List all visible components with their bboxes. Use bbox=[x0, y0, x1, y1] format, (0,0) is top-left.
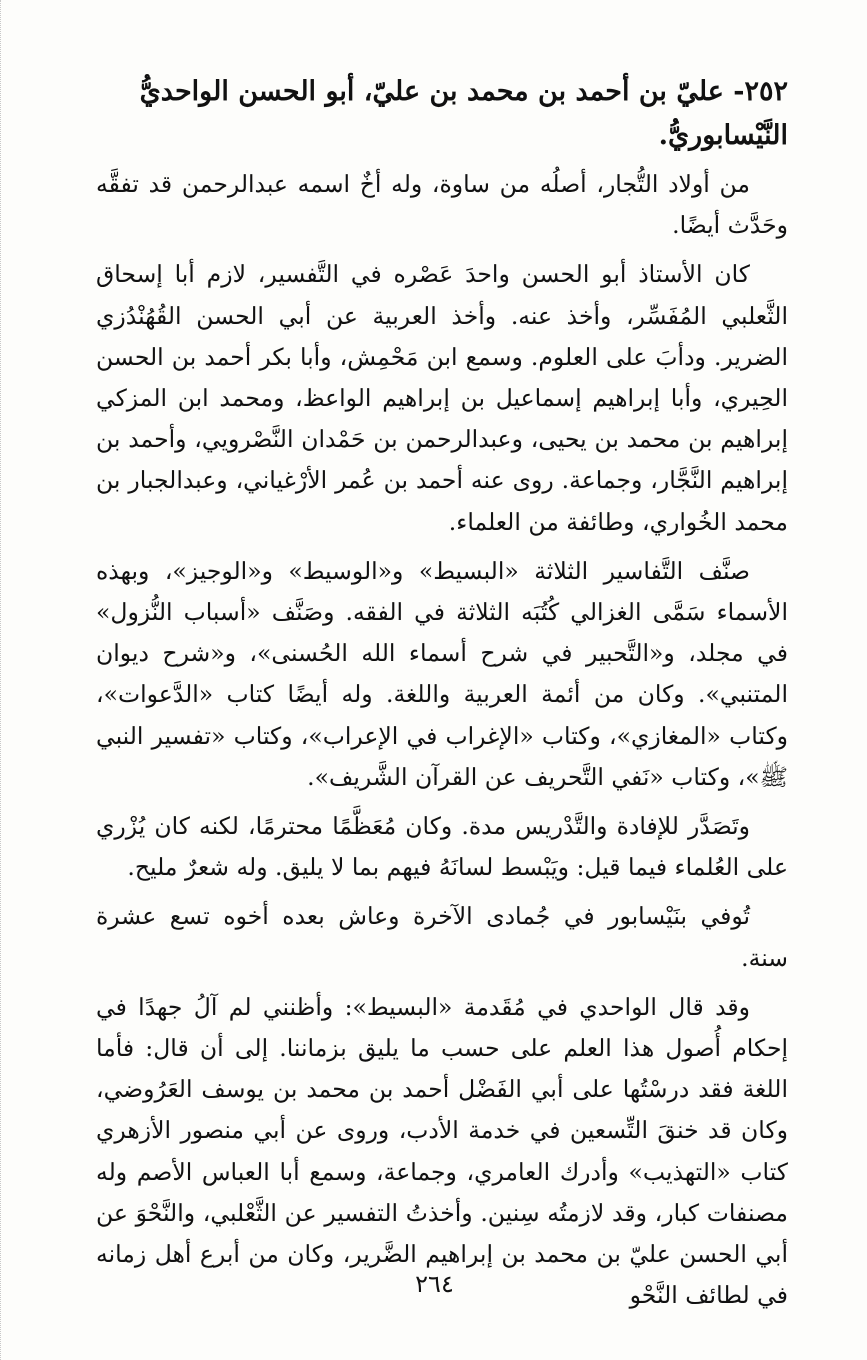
paragraph-death: تُوفي بنَيْسابور في جُمادى الآخرة وعاش بعده أخوه تسع عشرة سنة. bbox=[96, 902, 788, 972]
paragraph-teaching: وتَصَدَّر للإفادة والتَّدْريس مدة. وكان مُعَظَّمًا محترمًا، لكنه كان يُزْري على العُلماء فيما قيل: ويَبْسط لسانَهُ فيهم بما لا يليق. وله شعرٌ مليح. bbox=[96, 812, 788, 882]
entry-heading bbox=[96, 70, 788, 158]
page-number: ٢٦٤ bbox=[415, 1270, 454, 1298]
entry-heading-line-1: ٢٥٢- عليّ بن أحمد بن محمد بن عليّ، أبو الحسن الواحديُّ bbox=[139, 76, 788, 107]
paragraph-teachers: كان الأستاذ أبو الحسن واحدَ عَصْره في التَّفسير، لازم أبا إسحاق الثَّعلبي المُفَسِّر، وأخذ عنه. وأخذ العربية عن أبي الحسن القُهُنْدُزي الضرير. ودأبَ على العلوم. وسمع ابن مَحْمِش، وأبا بكر أحمد بن الحسن الحِيري، وأبا إبراهيم إسماعيل بن إبراهيم الواعظ، ومحمد ابن المزكي إبراهيم بن محمد بن يحيى، وعبدالرحمن بن حَمْدان النَّصْرويي، وأحمد بن إبراهيم النَّجَّار، وجماعة. روى عنه أحمد بن عُمر الأرْغياني، وعبدالجبار بن محمد الخُواري، وطائفة من العلماء. bbox=[96, 260, 788, 536]
paragraph-origin: من أولاد التُّجار، أصلُه من ساوة، وله أخٌ اسمه عبدالرحمن قد تفقَّه وحَدَّث أيضًا. bbox=[96, 170, 788, 240]
page-content bbox=[96, 70, 788, 1324]
paragraph-works: صنَّف التَّفاسير الثلاثة «البسيط» و«الوسيط» و«الوجيز»، وبهذه الأسماء سَمَّى الغزالي كُتُبَه الثلاثة في الفقه. وصَنَّف «أسباب النُّزول» في مجلد، و«التَّحبير في شرح أسماء الله الحُسنى»، و«شرح ديوان المتنبي». وكان من أئمة العربية واللغة. وله أيضًا كتاب «الدَّعوات»، وكتاب «المغازي»، وكتاب «الإغراب في الإعراب»، وكتاب «تفسير النبي ﷺ»، وكتاب «نَفي التَّحريف عن القرآن الشَّريف». bbox=[96, 556, 788, 791]
paragraph-quote: وقد قال الواحدي في مُقَدمة «البسيط»: وأظنني لم آلُ جهدًا في إحكام أُصول هذا العلم على حسب ما يليق بزماننا. إلى أن قال: فأما اللغة فقد درسْتُها على أبي الفَضْل أحمد بن محمد بن يوسف العَرُوضي، وكان قد خنقَ التِّسعين في خدمة الأدب، وروى عن أبي منصور الأزهري كتاب «التهذيب» وأدرك العامري، وجماعة، وسمع أبا العباس الأصم وله مصنفات كبار، وقد لازمتُه سِنين. وأخذتُ التفسير عن الثَّعْلبي، والنَّحْوَ عن أبي الحسن عليّ بن محمد بن إبراهيم الضَّرير، وكان من أبرع أهل زمانه في لطائف النَّحْو bbox=[96, 992, 788, 1310]
entry-heading-line-2: النَّيْسابوريُّ. bbox=[658, 120, 788, 151]
